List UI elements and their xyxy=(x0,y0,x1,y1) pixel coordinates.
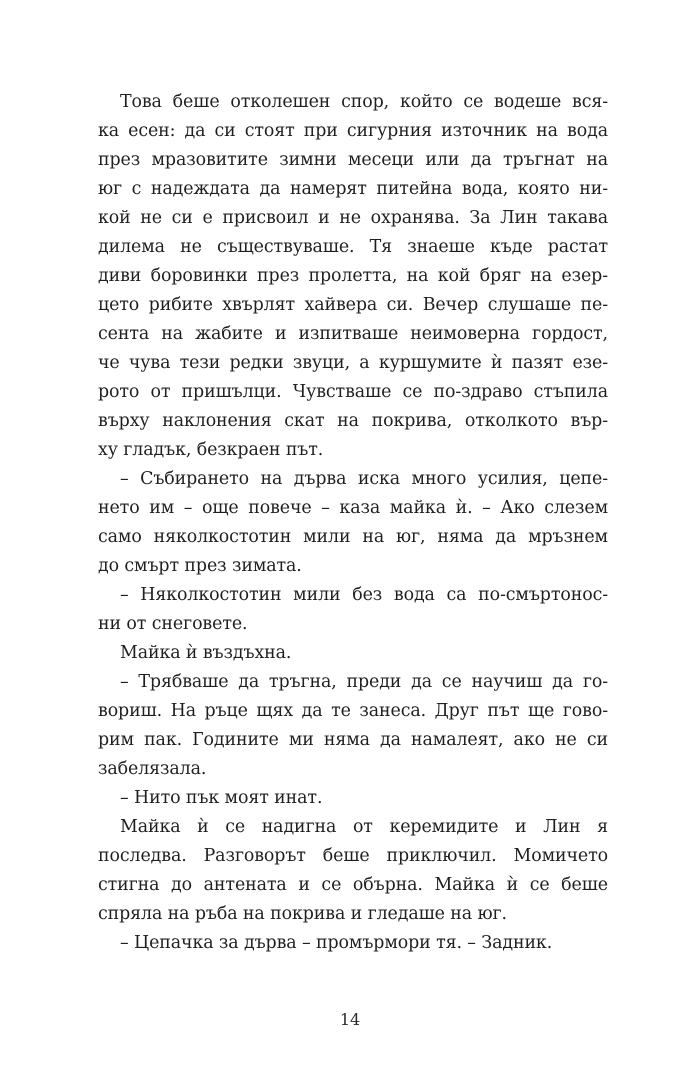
paragraph-1-line-3: през мразовитите зимни месеци или да тръгнат на xyxy=(98,150,608,170)
paragraph-5-line-4: забелязала. xyxy=(98,759,207,779)
paragraph-5-line-3: рим пак. Годините ми няма да намалеят, ако не си xyxy=(98,730,608,750)
paragraph-2-line-4: до смърт през зимата. xyxy=(98,556,302,576)
body-text xyxy=(98,88,608,958)
paragraph-8-line-1: – Цепачка за дърва – промърмори тя. – Задник. xyxy=(120,933,553,953)
paragraph-5-line-2: вориш. На ръце щях да те занеса. Друг път ще гово- xyxy=(98,701,608,721)
paragraph-7-line-3: стигна до антената и се обърна. Майка ѝ се беше xyxy=(98,875,608,895)
paragraph-2-line-1: – Събирането на дърва иска много усилия, цепе- xyxy=(120,469,608,489)
paragraph-1-line-13: ху гладък, безкраен път. xyxy=(98,440,324,460)
paragraph-1-line-11: рото от пришълци. Чувстваше се по-здраво стъпила xyxy=(98,382,608,402)
paragraph-7-line-1: Майка ѝ се надигна от керемидите и Лин я xyxy=(120,817,608,837)
paragraph-3-line-1: – Няколкостотин мили без вода са по-смъртонос- xyxy=(120,585,608,605)
paragraph-7-line-2: последва. Разговорът беше приключил. Момичето xyxy=(98,846,608,866)
paragraph-1-line-5: кой не си е присвоил и не охранява. За Лин такава xyxy=(98,208,608,228)
paragraph-3-line-2: ни от снеговете. xyxy=(98,614,248,634)
paragraph-6-line-1: – Нито пък моят инат. xyxy=(120,788,323,808)
paragraph-2-line-3: само няколкостотин мили на юг, няма да мръзнем xyxy=(98,527,608,547)
paragraph-1-line-8: цето рибите хвърлят хайвера си. Вечер слушаше пе- xyxy=(98,295,608,315)
paragraph-1-line-1: Това беше отколешен спор, който се водеше вся- xyxy=(120,92,608,112)
paragraph-4-line-1: Майка ѝ въздъхна. xyxy=(120,643,292,663)
paragraph-1-line-9: сента на жабите и изпитваше неимоверна гордост, xyxy=(98,324,608,344)
paragraph-1-line-2: ка есен: да си стоят при сигурния източник на вода xyxy=(98,121,608,141)
paragraph-1-line-6: дилема не съществуваше. Тя знаеше къде растат xyxy=(98,237,608,257)
paragraph-1-line-4: юг с надеждата да намерят питейна вода, която ни- xyxy=(98,179,608,199)
page-number: 14 xyxy=(339,1010,361,1029)
paragraph-1-line-7: диви боровинки през пролетта, на кой бряг на езер- xyxy=(98,266,608,286)
paragraph-2-line-2: нето им – още повече – каза майка ѝ. – Ако слезем xyxy=(98,498,608,518)
paragraph-1-line-10: че чува тези редки звуци, а куршумите ѝ пазят езе- xyxy=(98,353,608,373)
paragraph-7-line-4: спряла на ръба на покрива и гледаше на юг. xyxy=(98,904,507,924)
paragraph-1-line-12: върху наклонения скат на покрива, отколкото вър- xyxy=(98,411,608,431)
paragraph-5-line-1: – Трябваше да тръгна, преди да се научиш да го- xyxy=(120,672,608,692)
